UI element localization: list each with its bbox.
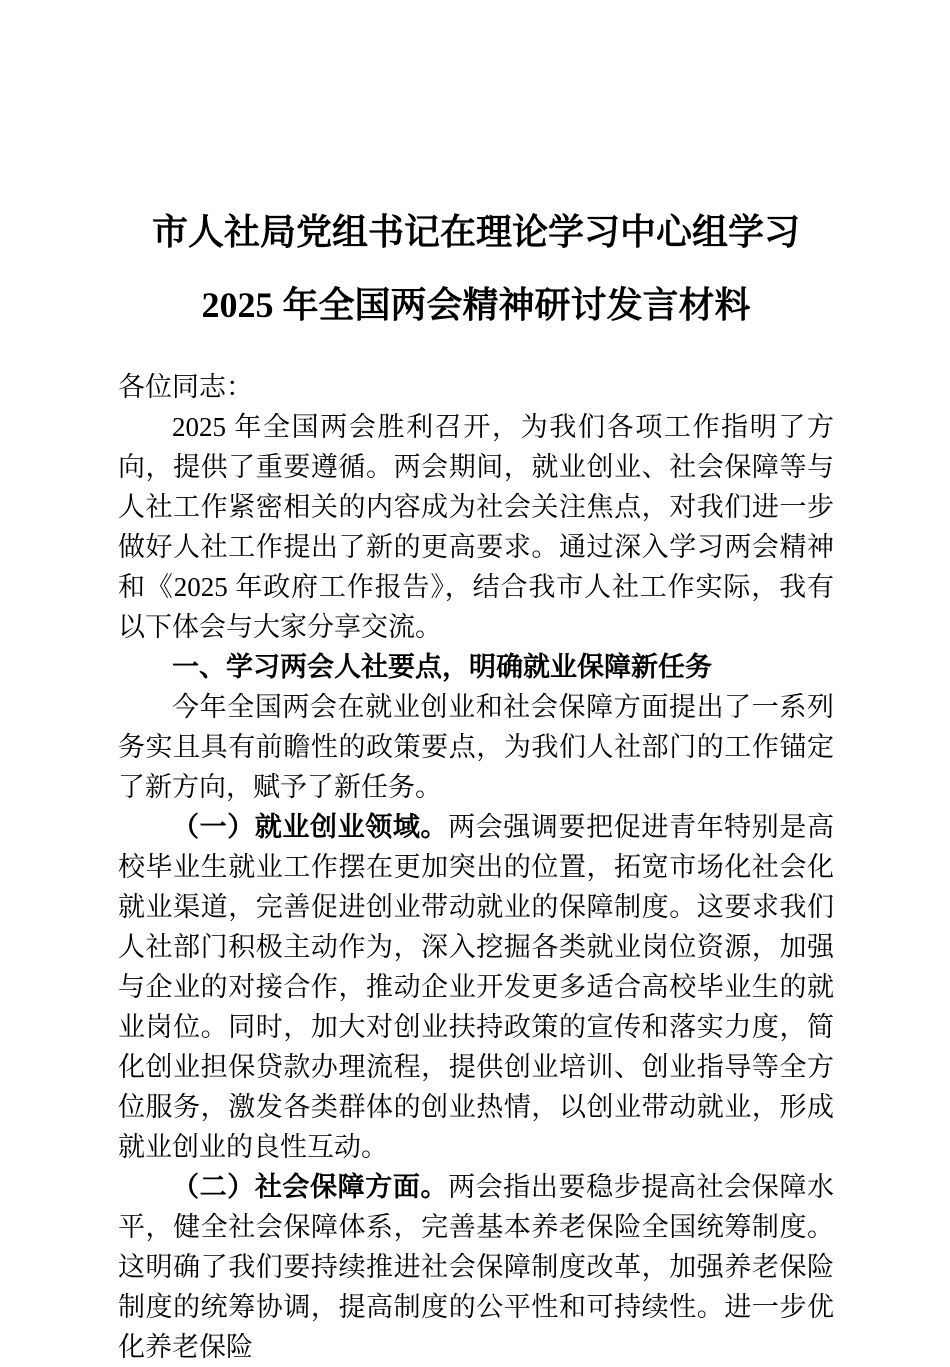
point-1-paragraph (118, 807, 834, 1167)
point-1-lead: （一）就业创业领域。 (172, 812, 449, 842)
section-1-intro-paragraph: 今年全国两会在就业创业和社会保障方面提出了一系列务实且具有前瞻性的政策要点，为我们人社部门的工作锚定了新方向，赋予了新任务。 (118, 692, 834, 802)
section-1-heading: 一、学习两会人社要点，明确就业保障新任务 (172, 652, 712, 682)
document-title-line-2: 2025 年全国两会精神研讨发言材料 (201, 285, 751, 325)
salutation: 各位同志： (118, 372, 253, 402)
document-title-line-1: 市人社局党组书记在理论学习中心组学习 (151, 212, 800, 252)
document-title (118, 196, 834, 342)
point-2-text: 两会指出要稳步提高社会保障水平，健全社会保障体系，完善基本养老保险全国统筹制度。这明确了我们要持续推进社会保障制度改革，加强养老保险制度的统筹协调，提高制度的公平性和可持续性。进一步优化养老保险 (118, 1172, 835, 1362)
point-1-text: 两会强调要把促进青年特别是高校毕业生就业工作摆在更加突出的位置，拓宽市场化社会化就业渠道，完善促进创业带动就业的保障制度。这要求我们人社部门积极主动作为，深入挖掘各类就业岗位资源，加强与企业的对接合作，推动企业开发更多适合高校毕业生的就业岗位。同时，加大对创业扶持政策的宣传和落实力度，简化创业担保贷款办理流程，提供创业培训、创业指导等全方位服务，激发各类群体的创业热情，以创业带动就业，形成就业创业的良性互动。 (118, 812, 835, 1162)
point-2-paragraph (118, 1167, 834, 1367)
document-body (118, 367, 834, 1367)
paragraph-intro: 2025 年全国两会胜利召开，为我们各项工作指明了方向，提供了重要遵循。两会期间，就业创业、社会保障等与人社工作紧密相关的内容成为社会关注焦点，对我们进一步做好人社工作提出了新的更高要求。通过深入学习两会精神和《2025 年政府工作报告》，结合我市人社工作实际，我有以下体会与大家分享交流。 (118, 412, 834, 642)
point-2-lead: （二）社会保障方面。 (172, 1172, 449, 1202)
